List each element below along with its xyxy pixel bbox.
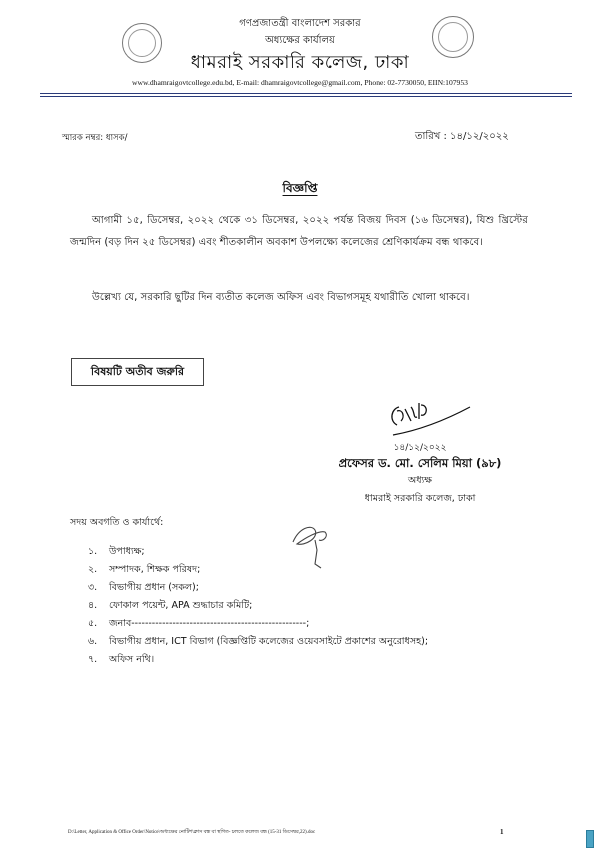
memo-number: স্মারক নম্বর: ধাসক/ bbox=[62, 133, 128, 143]
list-item: ৬. বিভাগীয় প্রধান, ICT বিভাগ (বিজ্ঞপ্তিটি কলেজের ওয়েবসাইটে প্রকাশের অনুরোধসহ); bbox=[88, 636, 429, 647]
list-item: ২. সম্পাদক, শিক্ষক পরিষদ; bbox=[88, 564, 201, 575]
government-heading: গণপ্রজাতন্ত্রী বাংলাদেশ সরকার bbox=[239, 18, 361, 29]
list-item: ১. উপাধ্যক্ষ; bbox=[88, 546, 145, 557]
distribution-label: সদয় অবগতি ও কার্যার্থে: bbox=[70, 517, 164, 528]
contact-line: www.dhamraigovtcollege.edu.bd, E-mail: dhamraigovtcollege@gmail.com, Phone: 02-7730050, EIIN:107953 bbox=[132, 78, 468, 87]
scroll-tab-handle[interactable] bbox=[586, 830, 594, 848]
signatory-name: প্রফেসর ড. মো. সেলিম মিয়া (৯৮) bbox=[338, 456, 502, 470]
signature-date: ১৪/১২/২০২২ bbox=[393, 443, 447, 453]
urgent-box: বিষয়টি অতীব জরুরি bbox=[71, 358, 204, 386]
page-number: 1 bbox=[500, 828, 504, 836]
signature-scribble-icon bbox=[385, 395, 475, 440]
notice-date: তারিখ : ১৪/১২/২০২২ bbox=[415, 131, 509, 142]
list-item: ৩. বিভাগীয় প্রধান (সকল); bbox=[88, 582, 199, 593]
list-item: ৫. জনাব---------------------------------------------------; bbox=[88, 618, 310, 629]
signatory-designation: অধ্যক্ষ bbox=[407, 475, 432, 486]
notice-title: বিজ্ঞপ্তি bbox=[282, 181, 318, 195]
notice-paragraph-1: আগামী ১৫, ডিসেম্বর, ২০২২ থেকে ৩১ ডিসেম্বর, ২০২২ পর্যন্ত বিজয় দিবস (১৬ ডিসেম্বর), যিশু খ্রিস্টের জন্মদিন (বড় দিন ২৫ ডিসেম্বর) এবং শীতকালীন অবকাশ উপলক্ষ্যে কলেজের শ্রেণিকার্যক্রম বন্ধ থাকবে। bbox=[70, 215, 528, 248]
header-divider bbox=[40, 93, 572, 94]
college-name-heading: ধামরাই সরকারি কলেজ, ঢাকা bbox=[190, 52, 410, 73]
header-divider-thin bbox=[40, 96, 572, 97]
footer-file-path: D:\Letter, Application & Office Order\Notice\অধ্যক্ষের নোটিশ\ক্লাস বন্ধ বা স্থগিত- চলতে কলেজ বন্ধ (15-31 ডিসেম্বর,22).doc bbox=[68, 830, 316, 835]
distribution-list bbox=[88, 543, 428, 669]
list-item: ৭. অফিস নথি। bbox=[88, 654, 155, 665]
notice-paragraph-2: উল্লেখ্য যে, সরকারি ছুটির দিন ব্যতীত কলেজ অফিস এবং বিভাগসমূহ যথারীতি খোলা থাকবে। bbox=[92, 292, 470, 303]
office-heading: অধ্যক্ষের কার্যালয় bbox=[265, 35, 335, 46]
list-item: ৪. ফোকাল পয়েন্ট, APA শুদ্ধাচার কমিটি; bbox=[88, 600, 253, 611]
signatory-college: ধামরাই সরকারি কলেজ, ঢাকা bbox=[364, 493, 476, 504]
